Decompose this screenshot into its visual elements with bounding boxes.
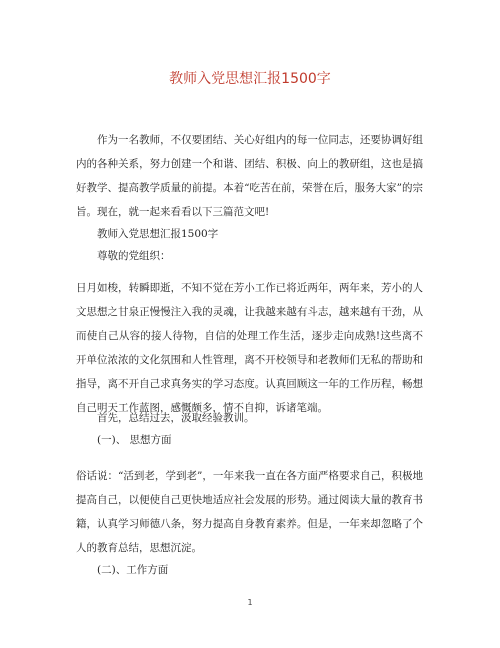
- page-number: 1: [247, 598, 253, 607]
- salutation-line: 尊敬的党组织：: [97, 250, 171, 262]
- intro-paragraph: 作为一名教师，不仅要团结、关心好组内的每一位同志，还要协调好组内的各种关系，努力创建一个和谐、团结、积极、向上的教研组，这也是搞好教学、提高教学质量的前提。本着“吃苦在前，荣誉在后，服务大家”的宗旨。现在，就一起来看看以下三篇范文吧!: [76, 134, 423, 218]
- summary-line: 首先，总结过去，汲取经验教训。: [97, 412, 255, 424]
- section-heading-1: (一)、 思想方面: [97, 434, 172, 446]
- document-title: 教师入党思想汇报1500字: [169, 71, 331, 87]
- subtitle-line: 教师入党思想汇报1500字: [97, 228, 219, 240]
- body-paragraph-2: 俗话说：“活到老，学到老”，一年来我一直在各方面严格要求自己，积极地提高自己，以便使自己更快地适应社会发展的形势。通过阅读大量的教育书籍，认真学习师德八条，努力提高自身教育素养。但是，一年来却忽略了个人的教育总结，思想沉淀。: [76, 470, 423, 554]
- section-heading-2: (二)、工作方面: [97, 564, 169, 576]
- body-paragraph-1: 日月如梭，转瞬即逝，不知不觉在芳小工作已将近两年，两年来，芳小的人文思想之甘泉正慢慢注入我的灵魂，让我越来越有斗志，越来越有干劲，从而使自己从容的接人待物，自信的处理工作生活，逐步走向成熟!这些离不开单位浓浓的文化氛围和人性管理，离不开校领导和老教师们无私的帮助和指导，离不开自己求真务实的学习态度。认真回顾这一年的工作历程，畅想自己明天工作蓝图，感慨颇多，情不自抑，诉诸笔端。: [76, 282, 423, 414]
